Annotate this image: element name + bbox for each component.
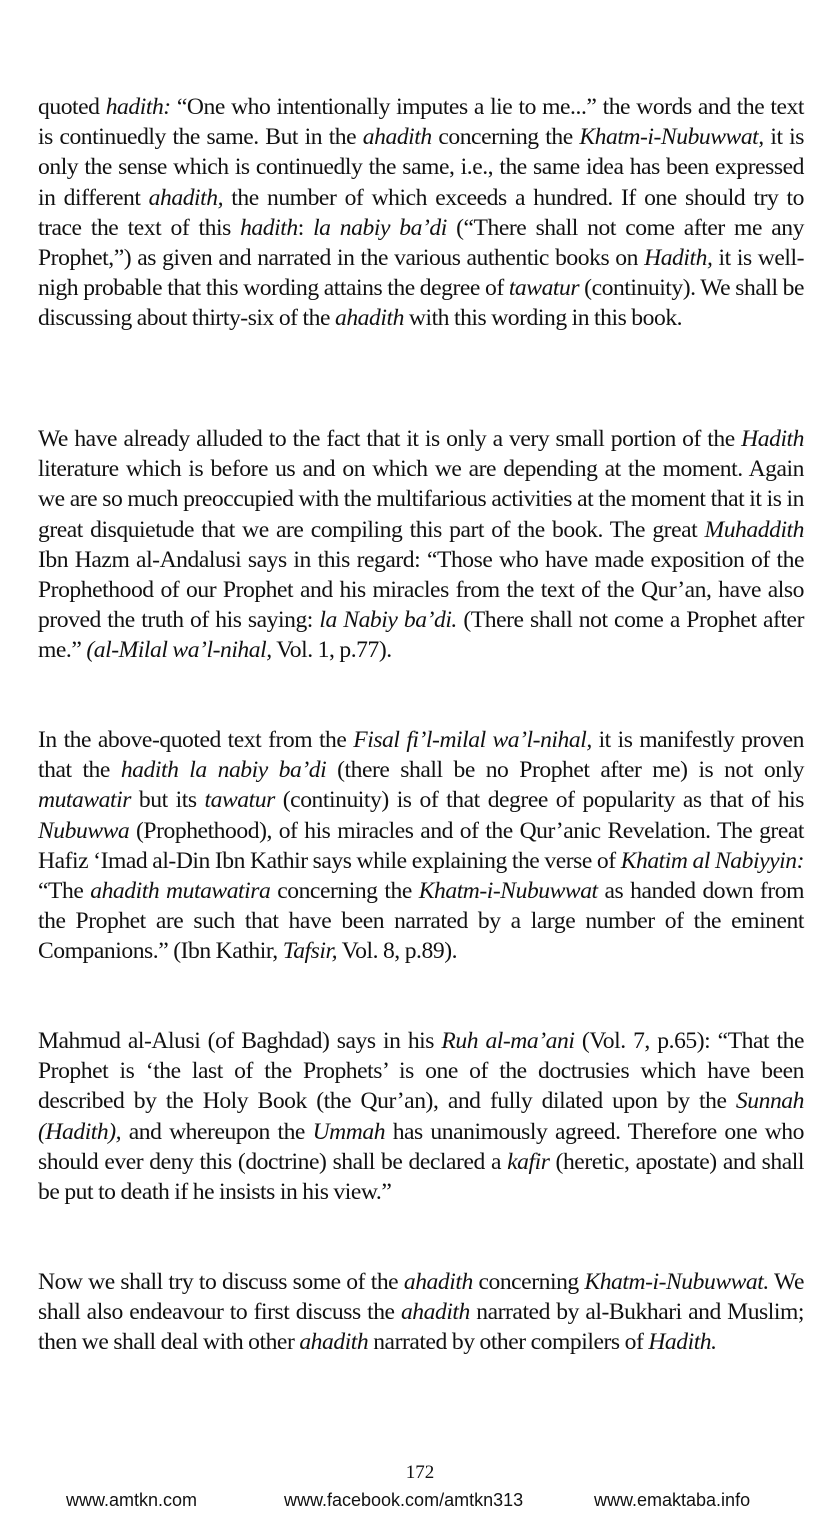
italic-term: Hadith, xyxy=(644,245,713,272)
italic-term: ahadith xyxy=(403,1269,473,1295)
italic-term: ahadith mutawatira xyxy=(90,878,271,905)
text-run: it is manifestly proven that the xyxy=(38,727,804,784)
paragraph-3 xyxy=(38,725,804,967)
text-run: (Prophethood), of his miracles and of the Qur’anic Revelation. The great Hafiz ‘Imad al-Din Ibn Kathir says while explaining the verse of xyxy=(38,817,804,874)
text-run: “One who intentionally imputes a lie to me...” the words and the text is continuedly the same. But in the xyxy=(38,94,804,151)
italic-term: Khatm-i-Nubuwwat. xyxy=(584,1269,769,1295)
italic-term: Sunnah (Hadith), xyxy=(38,1088,804,1145)
italic-term: tawatur xyxy=(508,275,580,302)
italic-term: ahadith xyxy=(362,124,432,151)
text-run: Vol. 8, p.89). xyxy=(337,938,458,965)
text-run: concerning the xyxy=(431,124,580,151)
text-run: : xyxy=(297,214,314,241)
text-run: (continuity) is of that degree of popularity as that of his xyxy=(274,787,805,814)
italic-term: Nubuwwa xyxy=(38,817,130,844)
text-run: but its xyxy=(130,787,205,814)
italic-term: Khatim al Nabiyyin: xyxy=(620,847,804,874)
italic-term: (al-Milal wa’l-nihal, xyxy=(86,637,272,664)
text-run: Now we shall try to discuss some of the xyxy=(38,1269,404,1295)
text-run: We have already alluded to the fact that it is only a very small portion of the xyxy=(38,426,742,452)
italic-term: ahadith xyxy=(299,1329,369,1356)
page-number: 172 xyxy=(405,1462,435,1483)
text-run: narrated by al-Bukhari and Muslim; then we shall deal with other xyxy=(38,1299,804,1356)
text-run: it is well-nigh probable that this wording attains the degree of xyxy=(38,245,805,302)
italic-term: tawatur xyxy=(204,787,275,814)
paragraph-4 xyxy=(38,1026,804,1207)
text-run: “The xyxy=(38,878,91,905)
italic-term: Khatm-i-Nubuwwat, xyxy=(579,124,764,151)
italic-term: ahadith xyxy=(400,1299,470,1326)
text-run: narrated by other compilers of xyxy=(368,1329,649,1356)
text-run: (there shall be no Prophet after me) is not only xyxy=(326,757,804,784)
footer-link-amtkn[interactable]: www.amtkn.com xyxy=(66,1490,198,1510)
italic-term: la Nabiy ba’di. xyxy=(319,607,457,634)
text-run: and whereupon the xyxy=(121,1118,313,1145)
italic-term: Hadith. xyxy=(648,1329,717,1356)
italic-term: Khatm-i-Nubuwwat xyxy=(418,878,598,905)
italic-term: Fisal fi’l-milal wa’l-nihal, xyxy=(353,727,592,753)
text-run: (“There shall not come after me any Prophet,”) as given and narrated in the various authentic books on xyxy=(38,214,804,272)
text-run: quoted xyxy=(38,94,106,120)
text-run: We shall also endeavour to first discuss the xyxy=(38,1269,804,1326)
text-run: (Vol. 7, p.65): “That the Prophet is ‘the last of the Prophets’ is one of the doctrusies which have been described by the Holy Book (the Qur’an), and fully dilated upon by the xyxy=(38,1028,804,1115)
paragraph-5 xyxy=(38,1267,804,1358)
text-run: as handed down from the Prophet are such that have been narrated by a large number of the eminent Companions.” (Ibn Kathir, xyxy=(38,878,804,965)
italic-term: la nabiy ba’di xyxy=(313,214,447,241)
footer-link-facebook[interactable]: www.facebook.com/amtkn313 xyxy=(284,1490,524,1510)
italic-term: mutawatir xyxy=(38,787,131,814)
footer-link-emaktaba[interactable]: www.emaktaba.info xyxy=(594,1490,751,1510)
text-run: has unanimously agreed. Therefore one who should ever deny this (doctrine) shall be declared a xyxy=(38,1118,804,1175)
italic-term: hadith: xyxy=(105,94,171,120)
italic-term: hadith la nabiy ba’di xyxy=(120,757,327,784)
italic-term: kafir xyxy=(507,1148,550,1175)
text-run: it is only the sense which is continuedly the same, i.e., the same idea has been expressed in different xyxy=(38,124,805,211)
italic-term: Ummah xyxy=(312,1118,386,1145)
text-run: Ibn Hazm al-Andalusi says in this regard: “Those who have made exposition of the Prophethood of our Prophet and his miracles from the text of the Qur’an, have also proved the truth of his saying: xyxy=(38,546,804,634)
text-run: concerning the xyxy=(270,878,419,905)
text-run: (continuity). We shall be discussing about thirty-six of the xyxy=(38,275,804,332)
text-run: (There shall not come a Prophet after me.” xyxy=(38,607,804,664)
italic-term: hadith xyxy=(240,214,298,241)
text-run: the number of which exceeds a hundred. If one should try to trace the text of this xyxy=(38,184,804,241)
italic-term: ahadith, xyxy=(148,184,224,211)
text-run: Mahmud al-Alusi (of Baghdad) says in his xyxy=(38,1028,442,1054)
text-run: (heretic, apostate) and shall be put to death if he insists in his view.” xyxy=(38,1148,804,1206)
text-run: In the above-quoted text from the xyxy=(38,727,354,753)
text-run: literature which is before us and on which we are depending at the moment. Again we are so much preoccupied with the multifarious activities at the moment that it is in great disquietude that we are compiling this part of the book. The great xyxy=(38,456,804,543)
italic-term: ahadith xyxy=(334,305,404,332)
text-run: Vol. 1, p.77). xyxy=(271,637,392,664)
text-run: with this wording in this book. xyxy=(403,305,683,332)
text-run: concerning xyxy=(472,1269,585,1295)
italic-term: Tafsir, xyxy=(282,938,338,965)
italic-term: Ruh al-ma’ani xyxy=(441,1028,575,1054)
paragraph-1 xyxy=(38,92,804,334)
italic-term: Muhaddith xyxy=(704,516,804,543)
paragraph-2 xyxy=(38,424,804,666)
italic-term: Hadith xyxy=(741,426,804,452)
